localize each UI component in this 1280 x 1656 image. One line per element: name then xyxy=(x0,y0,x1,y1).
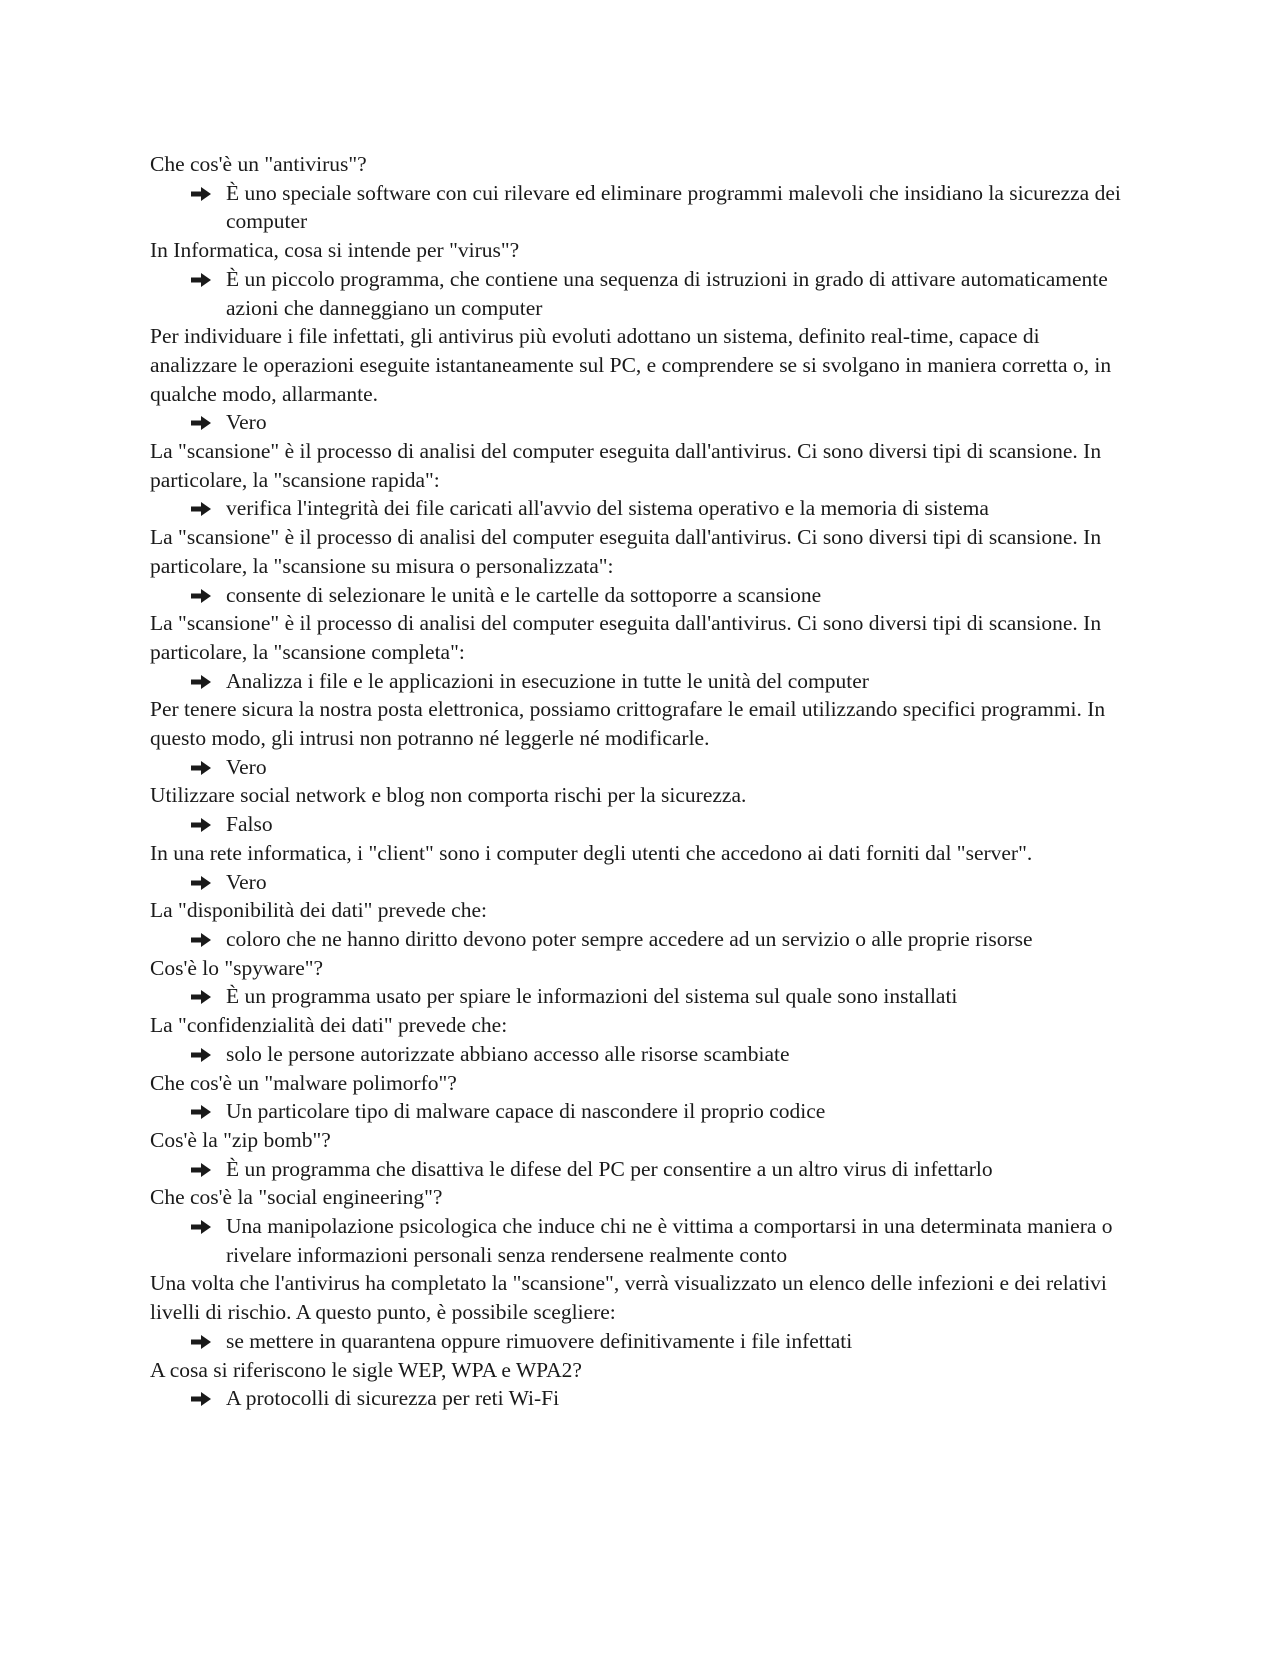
arrow-right-icon xyxy=(190,868,216,896)
answer-text: È un piccolo programma, che contiene una sequenza di istruzioni in grado di attivare automaticamente azioni che danneggiano un computer xyxy=(226,266,1108,320)
arrow-right-icon xyxy=(190,179,216,207)
arrow-right-icon xyxy=(190,810,216,838)
arrow-right-icon xyxy=(190,753,216,781)
arrow-right-icon xyxy=(190,265,216,293)
arrow-right-icon xyxy=(190,982,216,1010)
question-text: A cosa si riferiscono le sigle WEP, WPA e WPA2? xyxy=(150,1357,582,1382)
answer-item xyxy=(150,408,1130,437)
answer-text: Un particolare tipo di malware capace di nascondere il proprio codice xyxy=(226,1099,826,1124)
answer-item xyxy=(150,753,1130,782)
answer-item xyxy=(150,868,1130,897)
question-text: In Informatica, cosa si intende per "virus"? xyxy=(150,238,520,263)
arrow-right-icon xyxy=(190,1155,216,1183)
answer-text: solo le persone autorizzate abbiano accesso alle risorse scambiate xyxy=(226,1041,790,1066)
answer-text: Analizza i file e le applicazioni in esecuzione in tutte le unità del computer xyxy=(226,668,869,693)
arrow-right-icon xyxy=(190,1327,216,1355)
answer-item xyxy=(150,1327,1130,1356)
question-text: Per tenere sicura la nostra posta elettronica, possiamo crittografare le email utilizzando specifici programmi. In questo modo, gli intrusi non potranno né leggerle né modificarle. xyxy=(150,697,1106,751)
answer-text: consente di selezionare le unità e le cartelle da sottoporre a scansione xyxy=(226,582,822,607)
arrow-right-icon xyxy=(190,408,216,436)
answer-item xyxy=(150,1212,1130,1269)
arrow-right-icon xyxy=(190,494,216,522)
question-text: Cos'è la "zip bomb"? xyxy=(150,1127,331,1152)
question-text: La "scansione" è il processo di analisi del computer eseguita dall'antivirus. Ci sono diversi tipi di scansione. In particolare, la "scansione su misura o personalizzata": xyxy=(150,525,1102,578)
arrow-right-icon xyxy=(190,667,216,695)
answer-item xyxy=(150,581,1130,610)
arrow-right-icon xyxy=(190,581,216,609)
question-text: La "scansione" è il processo di analisi del computer eseguita dall'antivirus. Ci sono diversi tipi di scansione. In particolare, la "scansione completa": xyxy=(150,611,1102,664)
answer-text: È un programma usato per spiare le informazioni del sistema sul quale sono installati xyxy=(226,984,958,1009)
answer-item xyxy=(150,1097,1130,1126)
arrow-right-icon xyxy=(190,1212,216,1240)
question-text: Per individuare i file infettati, gli antivirus più evoluti adottano un sistema, definito real-time, capace di analizzare le operazioni eseguite istantaneamente sul PC, e comprendere se si svolgano in maniera corretta o, in qualche modo, allarmante. xyxy=(150,324,1112,406)
answer-text: Falso xyxy=(226,812,273,837)
answer-text: Una manipolazione psicologica che induce chi ne è vittima a comportarsi in una determinata maniera o rivelare informazioni personali senza rendersene realmente conto xyxy=(226,1214,1113,1267)
answer-item xyxy=(150,494,1130,523)
answer-text: verifica l'integrità dei file caricati all'avvio del sistema operativo e la memoria di sistema xyxy=(226,496,989,521)
quiz-document xyxy=(150,150,1130,1413)
answer-item xyxy=(150,179,1130,236)
question-text: Che cos'è un "malware polimorfo"? xyxy=(150,1070,457,1095)
question-text: Che cos'è la "social engineering"? xyxy=(150,1185,443,1210)
answer-text: Vero xyxy=(226,410,267,435)
question-text: La "disponibilità dei dati" prevede che: xyxy=(150,898,487,923)
question-text: La "confidenzialità dei dati" prevede che: xyxy=(150,1013,508,1038)
answer-text: È uno speciale software con cui rilevare ed eliminare programmi malevoli che insidiano la sicurezza dei computer xyxy=(226,180,1121,234)
answer-item xyxy=(150,265,1130,322)
question-text: Che cos'è un "antivirus"? xyxy=(150,152,367,176)
answer-item xyxy=(150,1040,1130,1069)
answer-item xyxy=(150,667,1130,696)
question-text: La "scansione" è il processo di analisi del computer eseguita dall'antivirus. Ci sono diversi tipi di scansione. In particolare, la "scansione rapida": xyxy=(150,439,1102,492)
answer-text: A protocolli di sicurezza per reti Wi-Fi xyxy=(226,1386,560,1411)
answer-text: se mettere in quarantena oppure rimuovere definitivamente i file infettati xyxy=(226,1328,853,1353)
answer-item xyxy=(150,810,1130,839)
answer-text: coloro che ne hanno diritto devono poter sempre accedere ad un servizio o alle proprie risorse xyxy=(226,926,1033,951)
arrow-right-icon xyxy=(190,925,216,953)
arrow-right-icon xyxy=(190,1040,216,1068)
question-text: In una rete informatica, i "client" sono i computer degli utenti che accedono ai dati forniti dal "server". xyxy=(150,840,1033,865)
answer-item xyxy=(150,982,1130,1011)
question-text: Utilizzare social network e blog non comporta rischi per la sicurezza. xyxy=(150,783,747,808)
answer-text: È un programma che disattiva le difese del PC per consentire a un altro virus di infettarlo xyxy=(226,1156,993,1181)
arrow-right-icon xyxy=(190,1097,216,1125)
answer-text: Vero xyxy=(226,869,267,894)
question-text: Cos'è lo "spyware"? xyxy=(150,955,324,980)
answer-text: Vero xyxy=(226,754,267,779)
question-text: Una volta che l'antivirus ha completato la "scansione", verrà visualizzato un elenco delle infezioni e dei relativi livelli di rischio. A questo punto, è possibile scegliere: xyxy=(150,1271,1107,1325)
arrow-right-icon xyxy=(190,1384,216,1412)
answer-item xyxy=(150,1155,1130,1184)
answer-item xyxy=(150,1384,1130,1413)
answer-item xyxy=(150,925,1130,954)
